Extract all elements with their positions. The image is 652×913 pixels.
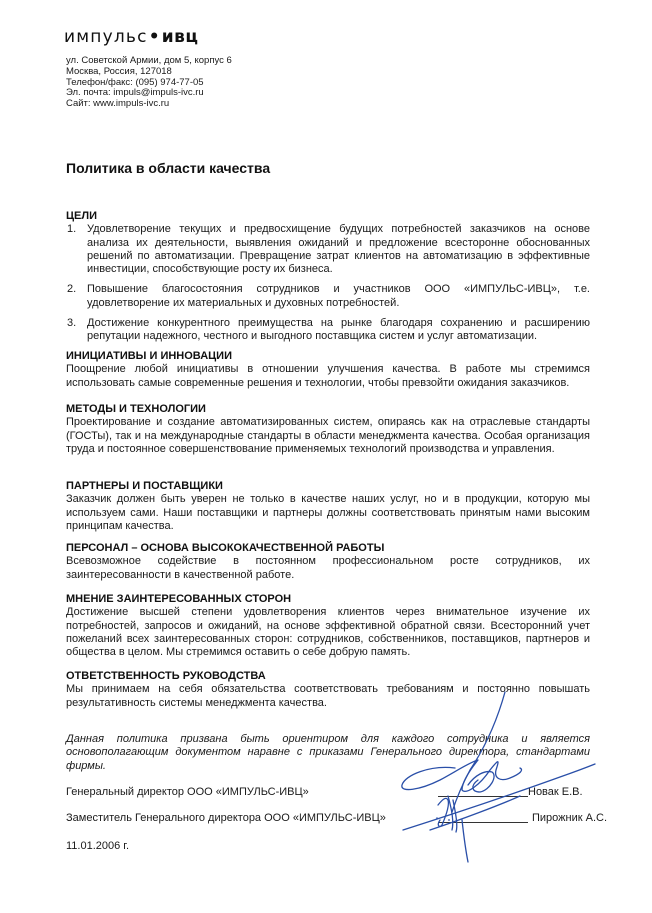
section-heading: ЦЕЛИ <box>66 210 97 222</box>
address-website: Сайт: www.impuls-ivc.ru <box>66 98 170 110</box>
signature-line <box>438 822 528 823</box>
section-heading: ПАРТНЕРЫ И ПОСТАВЩИКИ <box>66 480 223 492</box>
signatory-name: Новак Е.В. <box>528 786 583 798</box>
goal-item <box>66 283 590 310</box>
address-street: ул. Советской Армии, дом 5, корпус 6 <box>66 55 232 66</box>
section-stakeholders <box>66 593 590 659</box>
goal-item <box>66 317 590 344</box>
section-heading: МЕТОДЫ И ТЕХНОЛОГИИ <box>66 403 206 415</box>
section-partners <box>66 480 590 533</box>
section-text: Поощрение любой инициативы в отношении улучшения качества. В работе мы стремимся использовать самые современные решения и технологии, чтобы превзойти ожидания заказчиков. <box>66 363 590 389</box>
section-methods <box>66 403 590 456</box>
signature-line <box>438 796 528 797</box>
logo-text-light: импульс <box>64 27 148 47</box>
section-text: Проектирование и создание автоматизированных систем, опираясь как на отраслевые стандарты (ГОСТы), так и на международные стандарты в области менеджмента качества. Особая организация труда и постоянное совершенствование применяемых технологий производства и управления. <box>66 416 590 455</box>
goal-number: 1. <box>67 223 77 236</box>
address-phone: Телефон/факс: (095) 974-77-05 <box>66 76 204 88</box>
goal-number: 3. <box>67 317 77 330</box>
signatory-role: Генеральный директор ООО «ИМПУЛЬС-ИВЦ» <box>66 786 309 798</box>
goals-list <box>66 223 590 343</box>
section-heading: ИНИЦИАТИВЫ И ИННОВАЦИИ <box>66 350 232 362</box>
company-address-block <box>66 56 232 110</box>
goal-number: 2. <box>67 283 77 296</box>
document-title: Политика в области качества <box>66 160 271 176</box>
section-text: Заказчик должен быть уверен не только в качестве наших услуг, но и в продукции, которую мы используем сами. Наши поставщики и партнеры должны соответствовать принятым нами высоким принципам качества. <box>66 493 590 532</box>
goal-text: Удовлетворение текущих и предвосхищение будущих потребностей заказчиков на основе анализа их деятельности, выявления ожиданий и предложение всесторонне обоснованных решений по автоматизации. Превращение затрат клиентов на автоматизацию в эффективные инвестиции, способствующие росту их бизнеса. <box>87 223 590 276</box>
section-leadership <box>66 670 590 710</box>
section-text: Мы принимаем на себя обязательства соответствовать требованиям и постоянно повышать результативность системы менеджмента качества. <box>66 683 590 709</box>
goal-text: Повышение благосостояния сотрудников и участников ООО «ИМПУЛЬС-ИВЦ», т.е. удовлетворение их материальных и духовных потребностей. <box>87 283 590 309</box>
logo-text-bold: ивц <box>161 27 199 47</box>
document-date: 11.01.2006 г. <box>66 840 130 852</box>
address-city: Москва, Россия, 127018 <box>66 65 172 77</box>
signatory-role: Заместитель Генерального директора ООО «ИМПУЛЬС-ИВЦ» <box>66 812 386 824</box>
section-heading: ОТВЕТСТВЕННОСТЬ РУКОВОДСТВА <box>66 670 266 682</box>
section-heading: ПЕРСОНАЛ – ОСНОВА ВЫСОКОКАЧЕСТВЕННОЙ РАБОТЫ <box>66 542 385 554</box>
goal-item <box>66 223 590 276</box>
section-heading: МНЕНИЕ ЗАИНТЕРЕСОВАННЫХ СТОРОН <box>66 593 292 605</box>
company-logo <box>64 27 199 47</box>
section-goals <box>66 210 590 351</box>
logo-separator-dot: • <box>148 27 161 47</box>
goal-text: Достижение конкурентного преимущества на рынке благодаря сохранению и расширению репутации надежного, честного и выгодного поставщика систем и услуг автоматизации. <box>87 317 590 343</box>
section-initiatives <box>66 350 590 390</box>
policy-note: Данная политика призвана быть ориентиром для каждого сотрудника и является основополагающим документом наравне с приказами Генерального директора, стандартами фирмы. <box>66 733 590 772</box>
section-personnel <box>66 542 590 582</box>
section-text: Всевозможное содействие в постоянном профессиональном росте сотрудников, их заинтересованности в качественной работе. <box>66 555 590 581</box>
signatory-name: Пирожник А.С. <box>532 812 608 824</box>
section-text: Достижение высшей степени удовлетворения клиентов через внимательное изучение их потребностей, запросов и ожиданий, на основе эффективной обратной связи. Всесторонний учет пожеланий всех заинтересованных сторон: сотрудников, собственников, поставщиков, партнеров и общества в целом. Мы стремимся оставить о себе добрую память. <box>66 606 590 659</box>
address-email: Эл. почта: impuls@impuls-ivc.ru <box>66 87 204 99</box>
